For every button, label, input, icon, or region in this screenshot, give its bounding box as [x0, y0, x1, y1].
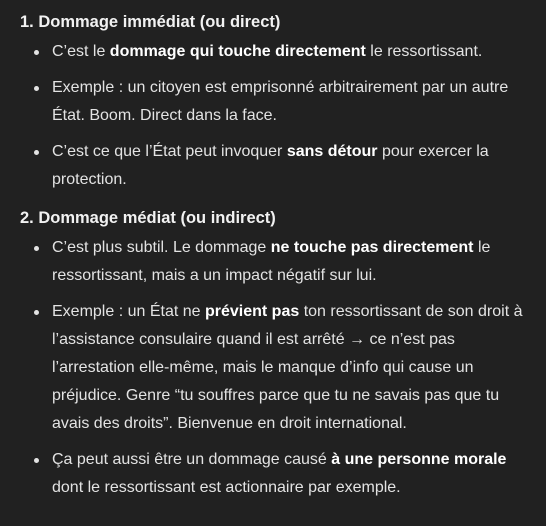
body-text: ton ressortissant de son droit à l’assistance consulaire quand il est arrêté → ce n’est pas l’arrestation elle-même, mais le manque d’info qui cause un préjudice. Genre “tu souffres parce que tu ne savais pas que tu avais des droits”. Bienvenue en droit international.: [52, 303, 523, 432]
section-heading-direct-damage: 1. Dommage immédiat (ou direct): [20, 13, 281, 31]
section-heading-indirect-damage: 2. Dommage médiat (ou indirect): [20, 209, 276, 227]
emphasis-text: prévient pas: [204, 303, 300, 320]
message-content: [20, 0, 535, 502]
body-text: C’est le: [52, 43, 110, 60]
body-text: C’est plus subtil. Le dommage: [52, 239, 271, 256]
emphasis-text: ne touche pas directement: [270, 239, 474, 256]
list-item: [32, 38, 535, 66]
body-text: C’est ce que l’État peut invoquer: [52, 143, 287, 160]
body-text: dont le ressortissant est actionnaire par exemple.: [52, 479, 401, 496]
list-item: [32, 234, 535, 290]
body-text: pour exercer la protection.: [52, 143, 489, 188]
emphasis-text: dommage qui touche directement: [109, 43, 366, 60]
indirect-damage-list: [20, 234, 535, 502]
list-item: [32, 74, 535, 130]
body-text: Exemple : un citoyen est emprisonné arbitrairement par un autre État. Boom. Direct dans la face.: [52, 79, 509, 124]
body-text: le ressortissant.: [365, 43, 483, 60]
list-item: [32, 298, 535, 438]
emphasis-text: sans détour: [286, 143, 378, 160]
body-text: le ressortissant, mais a un impact négatif sur lui.: [52, 239, 491, 284]
direct-damage-list: [20, 38, 535, 194]
body-text: Ça peut aussi être un dommage causé: [52, 451, 332, 468]
emphasis-text: à une personne morale: [331, 451, 507, 468]
list-item: [32, 446, 535, 502]
list-item: [32, 138, 535, 194]
body-text: Exemple : un État ne: [52, 303, 205, 320]
